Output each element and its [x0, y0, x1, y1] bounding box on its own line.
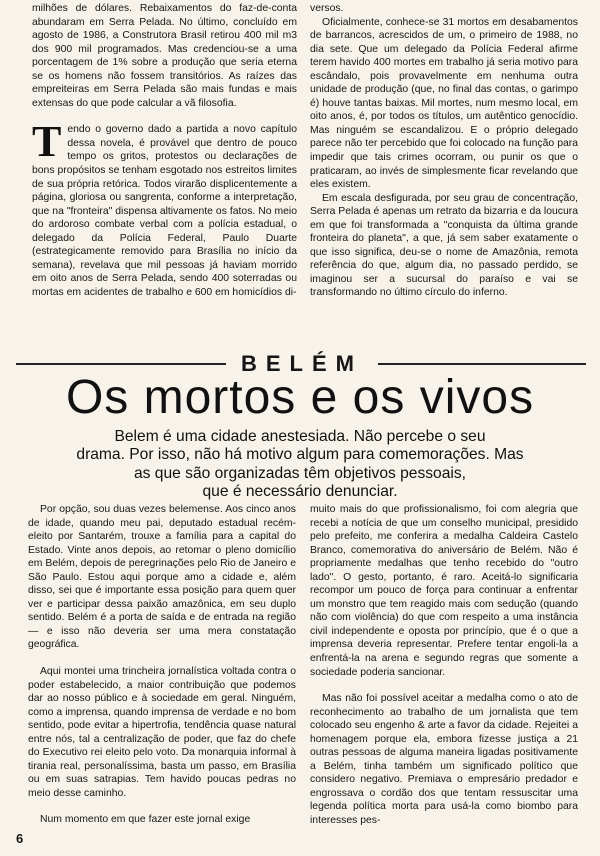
deck-line: Belem é uma cidade anestesiada. Não percebe o seu — [114, 428, 486, 445]
paragraph: versos. — [310, 3, 344, 14]
section-rule-left — [16, 363, 226, 365]
page-number: 6 — [16, 831, 24, 846]
section-rule-right — [378, 363, 586, 365]
paragraph-text: endo o governo dado a partida a novo capítulo dessa novela, é provável que dentro de pouco tempo os gritos, protestos ou declarações de bons propósitos se tenham esgotado nos estreitos limites de sua própria retórica. Todos virarão displicentemente a página, gloriosa ou sangrenta, conforme a interpretação, que na "fronteira" dispensa altivamente os fatos. No meio do ardoroso combate verbal com a polícia estadual, o delegado da Polícia Federal, Paulo Duarte (estrategicamente removido para Brasília no início da semana), revelava que mil pessoas já haviam morrido em oito anos de Serra Pelada, sendo 400 soterradas ou mortas em acidentes de trabalho e 600 em homicídios di- — [32, 124, 297, 298]
deck — [60, 428, 540, 502]
paragraph: milhões de dólares. Rebaixamentos do faz-de-conta abundaram em Serra Pelada. No último, concluído em agosto de 1986, a Construtora Brasil retirou 400 mil m3 dos 900 mil programados. Mas credenciou-se a uma porcentagem de 1% sobre a produção que seria eterna se os homens não fossem transitórios. As raízes das empreiteiras em Serra Pelada são mais fundas e mais extensas do que pode calcular a vã filosofia. — [32, 3, 297, 109]
bottom-left-column — [28, 503, 296, 827]
bottom-right-column — [310, 503, 578, 828]
drop-cap: T — [32, 117, 62, 167]
paragraph: Em escala desfigurada, por seu grau de concentração, Serra Pelada é apenas um retrato da bizarria e da loucura em que foi transformada a "conquista da última grande fronteira do planeta", a que, já sem saber exatamente o que isso significa, deu-se o nome de Amazônia, remota referência do que, algum dia, no passado perdido, se imaginou ser a sucursal do paraíso e vai se transformando no último círculo do inferno. — [310, 192, 579, 299]
top-left-column — [32, 2, 297, 299]
paragraph: Num momento em que fazer este jornal exige — [40, 814, 251, 826]
deck-line: as que são organizadas têm objetivos pessoais, — [134, 464, 466, 482]
deck-line: drama. Por isso, não há motivo algum para comemorações. Mas — [76, 446, 524, 464]
paragraph — [32, 117, 297, 299]
top-right-column — [310, 2, 578, 300]
deck-line: que é necessário denunciar. — [202, 483, 398, 501]
section-label: BELÉM — [241, 351, 363, 376]
paragraph: muito mais do que profissionalismo, foi com alegria que recebi a notícia de que um conselho municipal, presidido pelo prefeito, me conferira a medalha Caldeira Castelo Branco, comemorativa do aniversário de Belém. Não é propriamente medalhas que tenho recebido do "outro lado". O gesto, portanto, é raro. Aceitá-lo significaria recompor um pouco de força para continuar a enfrentar um monstro que tem reagido mais com sedução (quando não com violência) do que com respeito a uma instância civil independente e oposta por princípio, que é o que a imprensa deveria representar. Prefere tentar engoli-la a enfrentá-la na arena e segundo regras que somente a sociedade poderia sancionar. — [310, 504, 578, 678]
paragraph: Aqui montei uma trincheira jornalística voltada contra o poder estabelecido, a maior contribuição que podemos dar ao nosso público e à sociedade em geral. Ninguém, como a imprensa, quando imprensa de verdade e no bom sentido, pode evitar a hipertrofia, tendência quase natural entre nós, tal a centralização de poder, que faz do chefe do Executivo rei eleito pelo voto. Da monarquia informal à tirania real, personalíssima, basta um passo, em Brasília ou em suas satrapias. Tem havido poucas pedras no meio desse caminho. — [28, 666, 296, 799]
paragraph: Mas não foi possível aceitar a medalha como o ato de reconhecimento ao trabalho de um jornalista que tem colocado seu engenho & arte a favor da cidade. Rejeitei a homenagem porque ela, embora fizesse justiça a 21 outras pessoas de alguma maneira ligadas positivamente a Belém, tinha também um significado político que considero negativo. Premiava o empresário predador e engrossava o cordão dos que tentam ressuscitar uma legenda política morta para usá-la como biombo para interesses pes- — [310, 693, 578, 827]
headline: Os mortos e os vivos — [65, 371, 535, 424]
paragraph: Por opção, sou duas vezes belemense. Aos cinco anos de idade, quando meu pai, deputado estadual recém-eleito por Santarém, trouxe a família para a capital do Estado. Vinte anos depois, ao retomar o pleno domicílio em Belém, depois de peregrinações pelo Rio de Janeiro e São Paulo. Estou aqui porque amo a cidade e, além disso, sei que é importante essa posição para quem quer ver e participar dessa paixão amazônica, em seu duplo sentido. Belém é a porta de saída e de entrada na região — e isso não deveria ser uma mera constatação geográfica. — [28, 504, 296, 651]
paragraph: Oficialmente, conhece-se 31 mortos em desabamentos de barrancos, acrescidos de um, o primeiro de 1988, no dia sete. Que um delegado da Polícia Federal afirme terem havido 400 mortes em trabalho já seria motivo para escândalo, pois provavelmente em nenhuma outra unidade de produção (que, no final das contas, o garimpo é) houve tantas baixas. Mil mortes, num mesmo local, em oito anos, é, por todos os títulos, um autêntico genocídio. Mas ninguém se escandalizou. E o próprio delegado parece não ter percebido que foi colocado na função para impedir que tais crimes ocorram, ou punir os que o praticaram, ao invés de simplesmente ficar revelando que eles existem. — [310, 16, 578, 191]
